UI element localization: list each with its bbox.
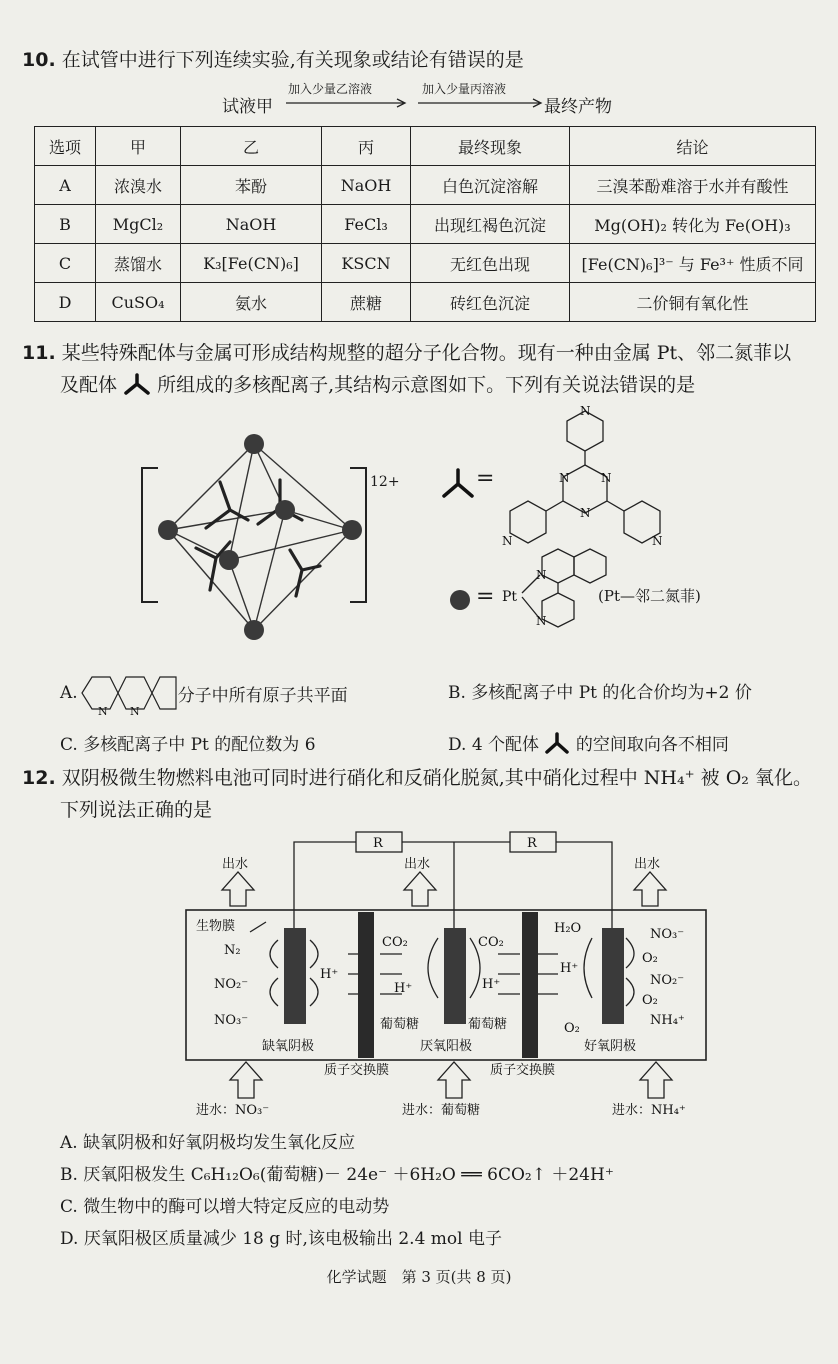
q12-option-a: A. 缺氧阴极和好氧阴极均发生氧化反应 (60, 1133, 356, 1153)
membrane-label: 质子交换膜 (324, 1063, 390, 1078)
ligand-symbol-icon (123, 373, 151, 395)
q12-number: 12. (22, 767, 56, 789)
left-bracket (142, 468, 158, 602)
option-d-prefix: D. 4 个配体 (448, 735, 540, 755)
table-header-row (35, 127, 816, 166)
ligand-symbol-icon (544, 732, 570, 754)
proton-exchange-membrane-left (358, 912, 374, 1058)
table-cell: NaOH (322, 166, 411, 205)
table-cell: FeCl₃ (322, 205, 411, 244)
outlet-arrow (634, 872, 666, 906)
q12-option-d: D. 厌氧阳极区质量减少 18 g 时,该电极输出 2.4 mol 电子 (60, 1229, 502, 1249)
wire (294, 842, 356, 928)
table-cell: 苯酚 (181, 166, 322, 205)
table-cell: MgCl₂ (96, 205, 181, 244)
q11-stem-line1 (22, 337, 791, 369)
q10-table (34, 126, 816, 322)
table-cell: 砖红色沉淀 (411, 283, 570, 322)
resistor-label: R (373, 836, 383, 851)
table-cell: KSCN (322, 244, 411, 283)
hplus-label: H⁺ (320, 967, 339, 982)
pt-phenanthroline-structure (500, 545, 610, 645)
table-row (35, 283, 816, 322)
co2-label: CO₂ (382, 935, 408, 950)
q12-stem-2: 下列说法正确的是 (60, 799, 213, 821)
pt-symbol: Pt (502, 589, 518, 605)
pt-phen-label: (Pt—邻二氮菲) (598, 587, 701, 605)
table-cell: 二价铜有氧化性 (570, 283, 816, 322)
reaction-arrow (270, 940, 278, 968)
table-cell: 出现红褐色沉淀 (411, 205, 570, 244)
table-cell: 浓溴水 (96, 166, 181, 205)
q11-stem-1: 某些特殊配体与金属可形成结构规整的超分子化合物。现有一种由金属 Pt、邻二氮菲以 (61, 342, 792, 364)
n-atom: N (536, 614, 547, 628)
n-atom: N (536, 568, 547, 582)
inlet-arrow (230, 1062, 262, 1098)
table-cell: 无红色出现 (411, 244, 570, 283)
table-cell: A (35, 166, 96, 205)
n-atom: N (601, 471, 612, 485)
option-a-text: 分子中所有原子共平面 (177, 685, 348, 706)
flow-step2-label: 加入少量丙溶液 (422, 82, 507, 96)
anaerobic-anode-label: 厌氧阳极 (420, 1039, 473, 1054)
table-row (35, 166, 816, 205)
octahedron-edges (168, 444, 352, 630)
flow-end: 最终产物 (544, 97, 612, 117)
n2-label: N₂ (224, 943, 241, 958)
q11-option-c: C. 多核配离子中 Pt 的配位数为 6 (60, 735, 316, 755)
q10-stem: 在试管中进行下列连续实验,有关现象或结论有错误的是 (61, 49, 524, 71)
page-footer: 化学试题 第 3 页(共 8 页) (326, 1268, 512, 1286)
table-cell: 白色沉淀溶解 (411, 166, 570, 205)
ligand-faces (196, 480, 320, 596)
table-cell: D (35, 283, 96, 322)
no2-label: NO₂⁻ (214, 977, 249, 992)
q11-number: 11. (22, 342, 56, 364)
q11-stem-line2 (60, 369, 695, 401)
inlet-arrow (640, 1062, 672, 1098)
header-cell: 甲 (96, 127, 181, 166)
table-cell: 蒸馏水 (96, 244, 181, 283)
table-cell: C (35, 244, 96, 283)
hplus-label: H⁺ (560, 961, 579, 976)
wire (556, 842, 612, 928)
pt-equals: = (476, 584, 495, 609)
header-cell: 最终现象 (411, 127, 570, 166)
table-cell: K₃[Fe(CN)₆] (181, 244, 322, 283)
inlet-label: 进水：NH₄⁺ (612, 1103, 686, 1118)
q12-stem-line1 (22, 762, 812, 794)
inlet-label: 进水：葡萄糖 (402, 1103, 481, 1118)
phenanthroline-structure (78, 669, 178, 717)
hplus-label: H⁺ (394, 981, 413, 996)
flow-start: 试液甲 (222, 97, 273, 117)
table-cell: 蔗糖 (322, 283, 411, 322)
membrane-label: 质子交换膜 (490, 1063, 556, 1078)
header-cell: 丙 (322, 127, 411, 166)
table-cell: CuSO₄ (96, 283, 181, 322)
q11-stem-2b: 所组成的多核配离子,其结构示意图如下。下列有关说法错误的是 (157, 374, 696, 396)
h2o-label: H₂O (554, 921, 582, 936)
n-atom: N (129, 705, 140, 717)
option-a-prefix: A. (60, 683, 78, 703)
inlet-arrow (438, 1062, 470, 1098)
q11-octahedron-diagram (130, 420, 420, 660)
table-cell: Mg(OH)₂ 转化为 Fe(OH)₃ (570, 205, 816, 244)
q12-option-b: B. 厌氧阳极发生 C₆H₁₂O₆(葡萄糖)－ 24e⁻ ＋6H₂O ══ 6CO₂↑ ＋24H⁺ (60, 1165, 614, 1185)
flow-step1-label: 加入少量乙溶液 (288, 82, 373, 96)
n-atom: N (559, 471, 570, 485)
no3-label: NO₃⁻ (650, 927, 685, 942)
q11-option-a (60, 676, 348, 717)
table-cell: 氨水 (181, 283, 322, 322)
reaction-arrow (270, 978, 278, 1006)
aerobic-cathode-label: 好氧阴极 (584, 1039, 637, 1054)
header-cell: 乙 (181, 127, 322, 166)
n-atom: N (580, 506, 591, 520)
o2-label: O₂ (564, 1021, 580, 1036)
charge-label: 12+ (370, 474, 400, 490)
n-atom: N (502, 534, 513, 547)
table-cell: NaOH (181, 205, 322, 244)
anoxic-cathode-label: 缺氧阴极 (262, 1039, 315, 1054)
header-cell: 选项 (35, 127, 96, 166)
electrode-anoxic-cathode (284, 928, 306, 1024)
n-atom: N (97, 705, 108, 717)
o2-label: O₂ (642, 951, 658, 966)
hplus-label: H⁺ (482, 977, 501, 992)
no3-label: NO₃⁻ (214, 1013, 249, 1028)
glucose-label: 葡萄糖 (380, 1017, 420, 1032)
option-d-text: 的空间取向各不相同 (575, 735, 729, 755)
q10-number: 10. (22, 49, 56, 71)
header-cell: 结论 (570, 127, 816, 166)
q12-stem-1: 双阴极微生物燃料电池可同时进行硝化和反硝化脱氮,其中硝化过程中 NH₄⁺ 被 O₂ 氧化。 (61, 767, 812, 789)
q12-option-c: C. 微生物中的酶可以增大特定反应的电动势 (60, 1197, 390, 1217)
flow-arrows (284, 96, 554, 110)
electrode-anaerobic-anode (444, 928, 466, 1024)
table-cell: [Fe(CN)₆]³⁻ 与 Fe³⁺ 性质不同 (570, 244, 816, 283)
biofilm-label: 生物膜 (196, 919, 236, 934)
n-atom: N (652, 534, 663, 547)
q10-reaction-flow (222, 80, 642, 120)
pt-node-legend-icon (448, 588, 472, 612)
ligand-legend-icon (438, 466, 478, 500)
glucose-label: 葡萄糖 (468, 1017, 508, 1032)
nh4-label: NH₄⁺ (650, 1013, 685, 1028)
no2-label: NO₂⁻ (650, 973, 685, 988)
table-row (35, 244, 816, 283)
resistor-label: R (527, 836, 537, 851)
table-cell: B (35, 205, 96, 244)
co2-label: CO₂ (478, 935, 504, 950)
q10-stem-line (22, 44, 524, 76)
outlet-arrow (404, 872, 436, 906)
outlet-label: 出水 (222, 857, 249, 872)
electrode-aerobic-cathode (602, 928, 624, 1024)
n-atom: N (580, 405, 591, 418)
outlet-label: 出水 (404, 857, 431, 872)
o2-label: O₂ (642, 993, 658, 1008)
q11-option-d (448, 730, 729, 755)
q11-option-b: B. 多核配离子中 Pt 的化合价均为+2 价 (448, 683, 752, 703)
outlet-label: 出水 (634, 857, 661, 872)
inlet-label: 进水：NO₃⁻ (196, 1103, 270, 1118)
table-cell: 三溴苯酚难溶于水并有酸性 (570, 166, 816, 205)
table-row (35, 205, 816, 244)
fuel-cell-diagram (180, 828, 720, 1118)
tripyridyl-triazine-structure (500, 405, 670, 547)
proton-exchange-membrane-right (522, 912, 538, 1058)
outlet-arrow (222, 872, 254, 906)
q11-stem-2a: 及配体 (60, 374, 118, 396)
ligand-equals: = (476, 466, 495, 491)
